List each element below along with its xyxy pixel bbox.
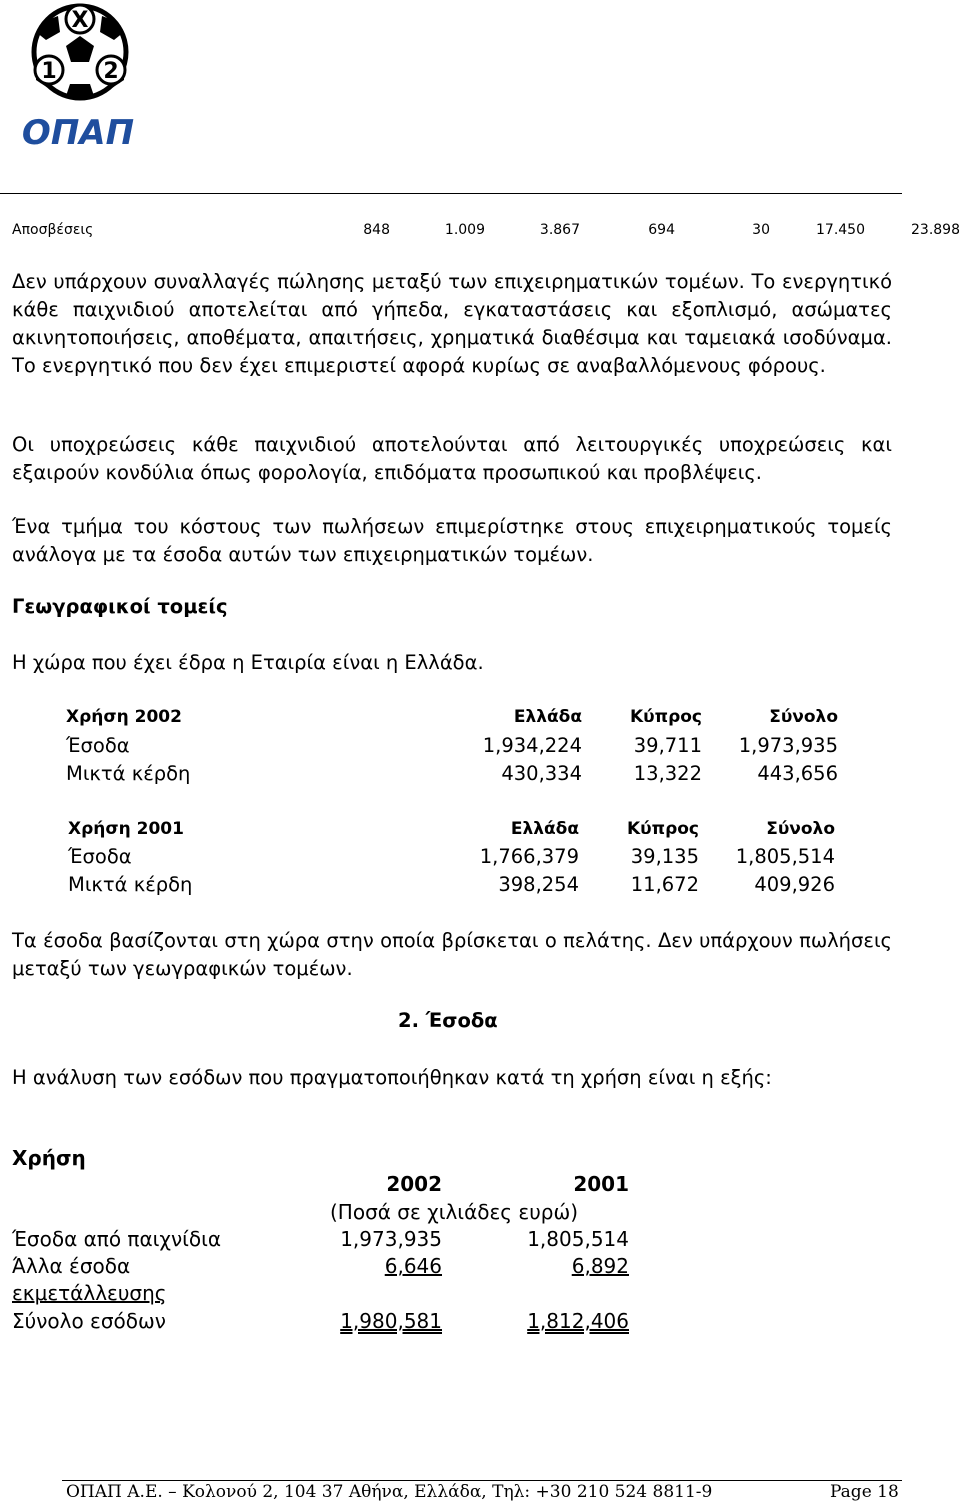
revenue-section-heading: 2. Έσοδα bbox=[398, 1009, 498, 1032]
revenue-row-label: Άλλα έσοδα bbox=[12, 1254, 131, 1278]
revenue-total-2002 bbox=[300, 1309, 442, 1333]
geo-2002-header-year: Χρήση 2002 bbox=[66, 707, 182, 727]
geo-2001-cell: 11,672 bbox=[630, 873, 699, 896]
geo-2002-cell: 430,334 bbox=[501, 762, 582, 785]
revenue-cell-value: 6,646 bbox=[384, 1254, 442, 1278]
header-divider bbox=[0, 193, 902, 194]
geo-2002-cell: 13,322 bbox=[633, 762, 702, 785]
revenue-cell-value: 1,812,406 bbox=[527, 1309, 629, 1333]
footer-address: ΟΠΑΠ Α.Ε. – Κολονού 2, 104 37 Αθήνα, Ελλάδα, Τηλ: +30 210 524 8811-9 bbox=[66, 1482, 713, 1502]
revenue-row-label: Έσοδα από παιχνίδια bbox=[12, 1227, 222, 1251]
geo-2002-cell: 443,656 bbox=[757, 762, 838, 785]
geo-2002-row-label: Έσοδα bbox=[66, 734, 130, 757]
logo-wordmark: ΟΠΑΠ bbox=[21, 113, 135, 150]
depreciation-value: 17.450 bbox=[816, 222, 865, 238]
revenue-cell-2001: 1,805,514 bbox=[527, 1227, 629, 1251]
depreciation-value: 30 bbox=[752, 222, 770, 238]
paragraph-segments-assets: Δεν υπάρχουν συναλλαγές πώλησης μεταξύ των επιχειρηματικών τομέων. Το ενεργητικό κάθε παιχνιδιού αποτελείται από γήπεδα, εγκαταστάσεις και εξοπλισμό, ασώματες ακινητοποιήσεις, αποθέματα, απαιτήσεις, χρηματικά διαθέσιμα και ταμειακά ισοδύναμα. Το ενεργητικό που δεν έχει επιμεριστεί αφορά κυρίως σε αναβαλλόμενους φόρους. bbox=[12, 270, 892, 377]
geo-2001-cell: 39,135 bbox=[630, 845, 699, 868]
revenue-col-2001: 2001 bbox=[573, 1172, 629, 1196]
depreciation-value: 694 bbox=[648, 222, 675, 238]
depreciation-value: 23.898 bbox=[911, 222, 960, 238]
depreciation-value: 3.867 bbox=[539, 222, 580, 238]
revenue-cell-2002: 1,973,935 bbox=[340, 1227, 442, 1251]
revenue-cell-value: 6,892 bbox=[571, 1254, 629, 1278]
geo-2001-row-label: Μικτά κέρδη bbox=[68, 873, 193, 896]
revenue-cell-value: 1,980,581 bbox=[340, 1309, 442, 1333]
geo-2002-cell: 39,711 bbox=[633, 734, 702, 757]
geo-2001-header-greece: Ελλάδα bbox=[510, 819, 579, 839]
depreciation-value: 1.009 bbox=[444, 222, 485, 238]
geo-2001-header-cyprus: Κύπρος bbox=[626, 819, 699, 839]
paragraph-revenue-intro: Η ανάλυση των εσόδων που πραγματοποιήθηκαν κατά τη χρήση είναι η εξής: bbox=[12, 1066, 772, 1089]
geo-2001-row-label: Έσοδα bbox=[68, 845, 132, 868]
revenue-total-label: Σύνολο εσόδων bbox=[12, 1309, 166, 1333]
geo-2001-cell: 1,766,379 bbox=[479, 845, 579, 868]
geo-2001-cell: 409,926 bbox=[754, 873, 835, 896]
geo-2001-header-total: Σύνολο bbox=[766, 819, 835, 839]
paragraph-segments-liabilities: Οι υποχρεώσεις κάθε παιχνιδιού αποτελούνται από λειτουργικές υποχρεώσεις και εξαιρούν κονδύλια όπως φορολογία, επιδόματα προσωπικού και προβλέψεις. bbox=[12, 433, 892, 484]
geo-2002-header-greece: Ελλάδα bbox=[513, 707, 582, 727]
logo-x-label: X bbox=[71, 8, 89, 33]
geo-2002-header-total: Σύνολο bbox=[769, 707, 838, 727]
revenue-cell-2001 bbox=[487, 1254, 629, 1278]
depreciation-value: 848 bbox=[363, 222, 390, 238]
soccer-ball-icon bbox=[14, 2, 146, 150]
geo-2002-cell: 1,973,935 bbox=[738, 734, 838, 757]
geo-2001-header-year: Χρήση 2001 bbox=[68, 819, 184, 839]
revenue-unit-note: (Ποσά σε χιλιάδες ευρώ) bbox=[330, 1200, 579, 1224]
geo-2001-cell: 1,805,514 bbox=[735, 845, 835, 868]
revenue-table-title: Χρήση bbox=[12, 1146, 86, 1170]
geo-segments-heading: Γεωγραφικοί τομείς bbox=[12, 595, 228, 618]
footer-page-number: Page 18 bbox=[830, 1482, 899, 1502]
footer-divider bbox=[62, 1480, 902, 1481]
geo-2002-row-label: Μικτά κέρδη bbox=[66, 762, 191, 785]
revenue-row-label-cont: εκμετάλλευσης bbox=[12, 1281, 167, 1305]
opap-logo bbox=[14, 2, 146, 150]
depreciation-label: Αποσβέσεις bbox=[12, 222, 94, 238]
revenue-total-2001 bbox=[487, 1309, 629, 1333]
geo-2002-header-cyprus: Κύπρος bbox=[629, 707, 702, 727]
paragraph-revenue-basis: Τα έσοδα βασίζονται στη χώρα στην οποία βρίσκεται ο πελάτης. Δεν υπάρχουν πωλήσεις μεταξύ των γεωγραφικών τομέων. bbox=[12, 929, 892, 980]
paragraph-cost-allocation: Ένα τμήμα του κόστους των πωλήσεων επιμερίστηκε στους επιχειρηματικούς τομείς ανάλογα με τα έσοδα αυτών των επιχειρηματικών τομέων. bbox=[12, 515, 892, 566]
revenue-cell-2002 bbox=[300, 1254, 442, 1278]
paragraph-home-country: Η χώρα που έχει έδρα η Εταιρία είναι η Ελλάδα. bbox=[12, 651, 484, 674]
logo-2-label: 2 bbox=[103, 59, 119, 84]
logo-1-label: 1 bbox=[41, 59, 57, 84]
geo-2001-cell: 398,254 bbox=[498, 873, 579, 896]
revenue-col-2002: 2002 bbox=[386, 1172, 442, 1196]
geo-2002-cell: 1,934,224 bbox=[482, 734, 582, 757]
